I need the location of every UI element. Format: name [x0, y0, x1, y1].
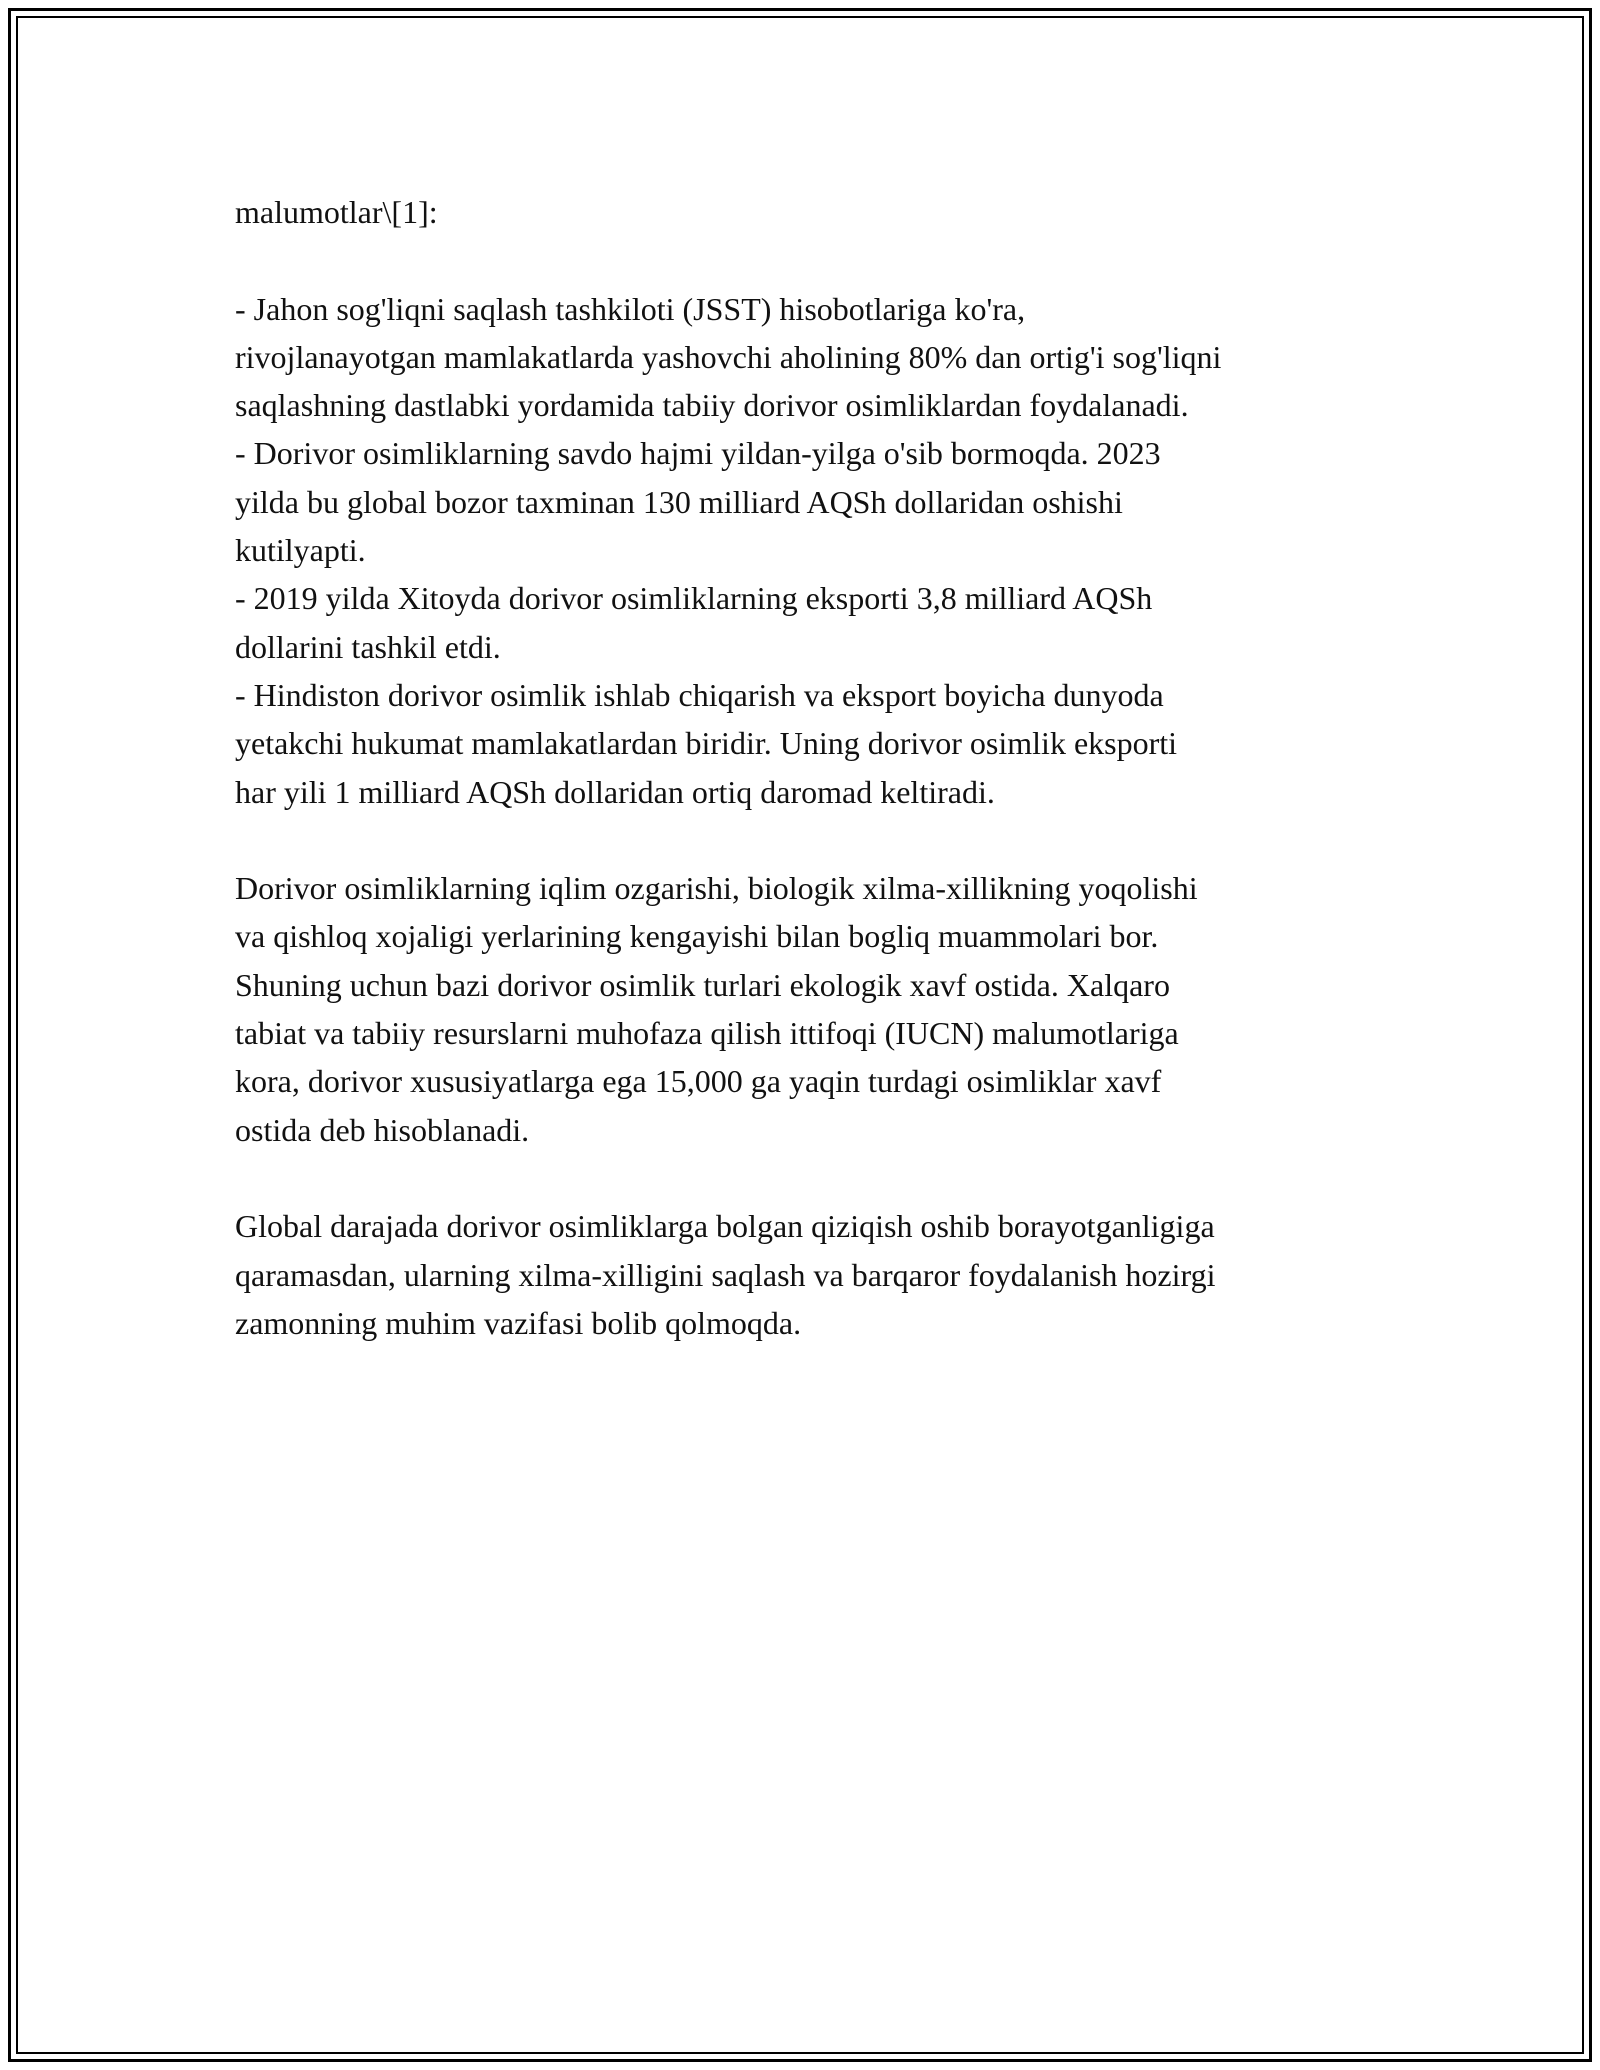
paragraph: [235, 1202, 1395, 1347]
text-line: yetakchi hukumat mamlakatlardan biridir. Uning dorivor osimlik eksporti: [235, 725, 1178, 762]
text-line: zamonning muhim vazifasi bolib qolmoqda.: [235, 1304, 802, 1341]
text-line: yilda bu global bozor taxminan 130 milliard AQSh dollaridan oshishi: [235, 483, 1123, 520]
paragraph: [235, 864, 1395, 1154]
text-line: saqlashning dastlabki yordamida tabiiy dorivor osimliklardan foydalanadi.: [235, 387, 1189, 424]
text-line: qaramasdan, ularning xilma-xilligini saqlash va barqaror foydalanish hozirgi: [235, 1256, 1216, 1293]
text-line: Global darajada dorivor osimliklarga bolgan qiziqish oshib borayotganligiga: [235, 1208, 1215, 1245]
spacer: [235, 816, 1395, 864]
text-line: rivojlanayotgan mamlakatlarda yashovchi aholining 80% dan ortig'i sog'liqni: [235, 338, 1222, 375]
bullet-item: [235, 574, 1395, 671]
text-line: ostida deb hisoblanadi.: [235, 1111, 530, 1148]
text-line: - 2019 yilda Xitoyda dorivor osimliklarning eksporti 3,8 milliard AQSh: [235, 580, 1153, 617]
text-line: - Hindiston dorivor osimlik ishlab chiqarish va eksport boyicha dunyoda: [235, 676, 1164, 713]
text-line: Dorivor osimliklarning iqlim ozgarishi, biologik xilma-xillikning yoqolishi: [235, 870, 1198, 907]
bullet-item: [235, 285, 1395, 430]
text-line: Shuning uchun bazi dorivor osimlik turlari ekologik xavf ostida. Xalqaro: [235, 966, 1170, 1003]
text-line: kora, dorivor xususiyatlarga ega 15,000 ga yaqin turdagi osimliklar xavf: [235, 1063, 1162, 1100]
text-line: va qishloq xojaligi yerlarining kengayishi bilan bogliq muammolari bor.: [235, 918, 1159, 955]
spacer: [235, 1154, 1395, 1202]
text-line: tabiat va tabiiy resurslarni muhofaza qilish ittifoqi (IUCN) malumotlariga: [235, 1015, 1179, 1052]
spacer: [235, 236, 1395, 284]
text-line: har yili 1 milliard AQSh dollaridan ortiq daromad keltiradi.: [235, 773, 995, 810]
text-line: - Dorivor osimliklarning savdo hajmi yildan-yilga o'sib bormoqda. 2023: [235, 435, 1161, 472]
bullet-list: [235, 285, 1395, 816]
bullet-item: [235, 429, 1395, 574]
document-body: [235, 188, 1395, 1347]
text-line: kutilyapti.: [235, 532, 366, 569]
text-line: - Jahon sog'liqni saqlash tashkiloti (JSST) hisobotlariga ko'ra,: [235, 290, 1026, 327]
document-heading: malumotlar\[1]:: [235, 194, 438, 230]
bullet-item: [235, 671, 1395, 816]
text-line: dollarini tashkil etdi.: [235, 628, 501, 665]
